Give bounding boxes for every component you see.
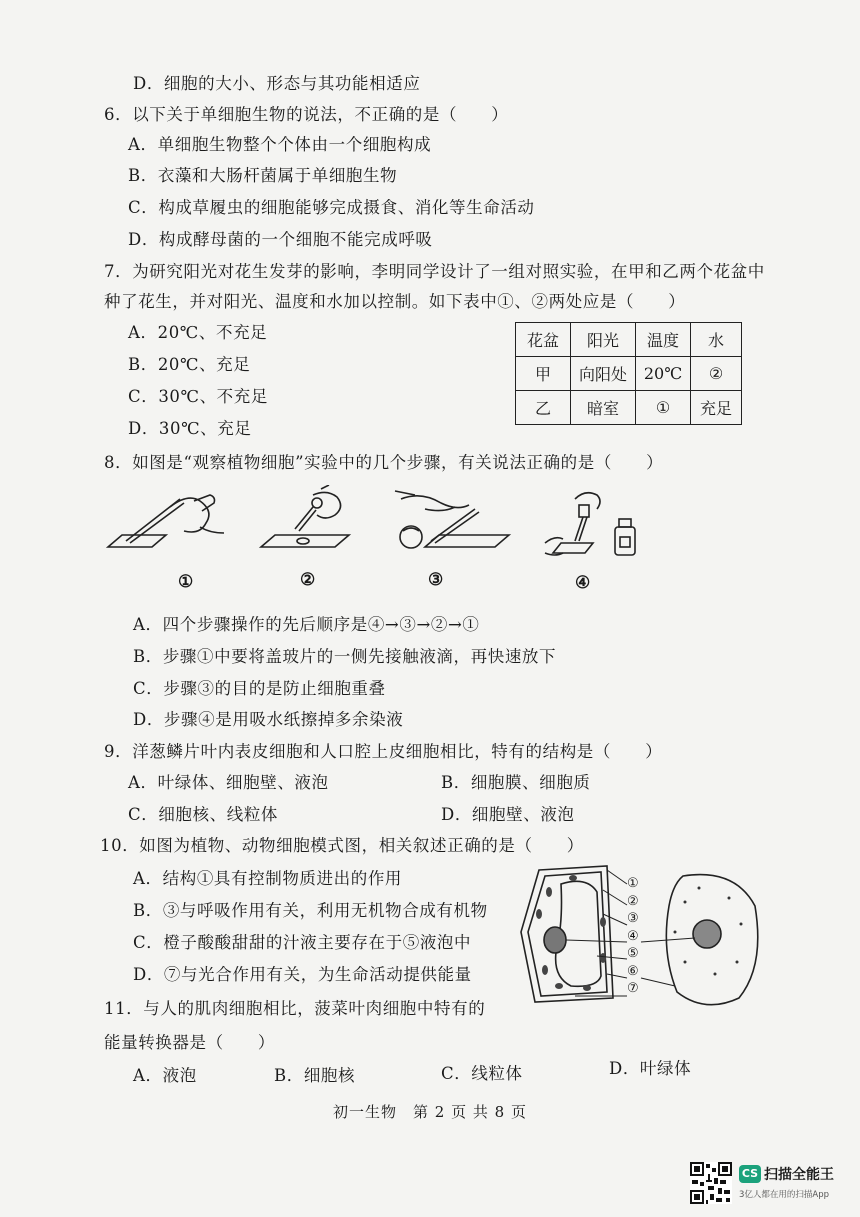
diagram-label: ①: [627, 876, 639, 891]
animal-nucleus: [693, 920, 721, 948]
table-cell: 20℃: [636, 357, 691, 391]
q7-stem-line2: 种了花生，并对阳光、温度和水加以控制。如下表中①、②两处应是（ ）: [104, 292, 686, 311]
table-cell: 充足: [691, 391, 742, 425]
diagram-label: ④: [627, 928, 639, 944]
table-cell: 阳光: [571, 323, 636, 357]
q8-stem: 8．如图是“观察植物细胞”实验中的几个步骤，有关说法正确的是（ ）: [104, 453, 664, 472]
q7-option-b: B．20℃、充足: [128, 355, 251, 374]
step-label-2: ②: [300, 570, 316, 590]
step-label-1: ①: [178, 572, 194, 592]
q9-option-d: D．细胞壁、液泡: [441, 805, 575, 824]
table-cell: ①: [636, 391, 691, 425]
q7-option-c: C．30℃、不充足: [128, 387, 268, 406]
q10-diagram-labels: [627, 875, 639, 998]
table-cell: 向阳处: [571, 357, 636, 391]
q10-option-c: C．橙子酸酸甜甜的汁液主要存在于⑤液泡中: [133, 933, 472, 952]
table-cell: 花盆: [516, 323, 571, 357]
q11-option-d: D．叶绿体: [609, 1059, 692, 1078]
q8-option-b: B．步骤①中要将盖玻片的一侧先接触液滴，再快速放下: [133, 647, 557, 666]
q9-option-b: B．细胞膜、细胞质: [441, 773, 591, 792]
step-label-4: ④: [575, 573, 591, 593]
q11-option-b: B．细胞核: [274, 1066, 356, 1085]
q9-option-c: C．细胞核、线粒体: [128, 805, 279, 824]
q6-option-a: A．单细胞生物整个个体由一个细胞构成: [128, 135, 432, 154]
qr-code-icon: [690, 1162, 732, 1204]
q7-table: [515, 322, 742, 425]
brand-tagline: 3亿人都在用的扫描App: [739, 1190, 830, 1200]
scanner-brand: [739, 1163, 834, 1184]
q10-option-b: B．③与呼吸作用有关，利用无机物合成有机物: [133, 901, 488, 920]
table-row: [516, 391, 742, 425]
diagram-label: ⑥: [627, 963, 639, 979]
q6-option-b: B．衣藻和大肠杆菌属于单细胞生物: [128, 166, 398, 185]
table-cell: 温度: [636, 323, 691, 357]
q8-step-illustrations: [100, 485, 660, 565]
step2-illustration: [261, 485, 349, 547]
table-cell: 甲: [516, 357, 571, 391]
table-header-row: [516, 323, 742, 357]
table-cell: 乙: [516, 391, 571, 425]
step1-illustration: [108, 495, 224, 547]
q6-stem: 6．以下关于单细胞生物的说法，不正确的是（ ）: [104, 105, 509, 124]
diagram-label: ③: [627, 911, 639, 926]
camscanner-logo-icon: CS: [739, 1165, 761, 1183]
step3-illustration: [395, 491, 509, 548]
q7-option-a: A．20℃、不充足: [128, 323, 268, 342]
step-label-3: ③: [428, 570, 444, 590]
diagram-label: ⑦: [627, 981, 639, 996]
q9-option-a: A．叶绿体、细胞壁、液泡: [128, 773, 329, 792]
q7-option-d: D．30℃、充足: [128, 419, 252, 438]
diagram-label: ②: [627, 893, 639, 909]
q5-option-d: D．细胞的大小、形态与其功能相适应: [133, 74, 421, 93]
q6-option-d: D．构成酵母菌的一个细胞不能完成呼吸: [128, 230, 433, 249]
plant-nucleus: [544, 927, 566, 953]
q11-option-a: A．液泡: [133, 1066, 197, 1085]
table-cell: 暗室: [571, 391, 636, 425]
table-cell: 水: [691, 323, 742, 357]
q8-option-c: C．步骤③的目的是防止细胞重叠: [133, 679, 386, 698]
q8-option-d: D．步骤④是用吸水纸擦掉多余染液: [133, 710, 404, 729]
q8-option-a: A．四个步骤操作的先后顺序是④→③→②→①: [133, 615, 480, 634]
q7-stem-line1: 7．为研究阳光对花生发芽的影响，李明同学设计了一组对照实验，在甲和乙两个花盆中: [104, 262, 765, 281]
q10-option-d: D．⑦与光合作用有关，为生命活动提供能量: [133, 965, 472, 984]
q10-stem: 10．如图为植物、动物细胞模式图，相关叙述正确的是（ ）: [100, 836, 584, 855]
table-row: [516, 357, 742, 391]
q10-cell-diagram: [515, 862, 765, 1012]
q10-option-a: A．结构①具有控制物质进出的作用: [133, 869, 403, 888]
q11-stem-line2: 能量转换器是（ ）: [104, 1033, 275, 1052]
step4-illustration: [545, 493, 635, 555]
table-cell: ②: [691, 357, 742, 391]
brand-name: 扫描全能王: [764, 1166, 834, 1183]
diagram-label: ⑤: [627, 946, 639, 961]
q11-option-c: C．线粒体: [441, 1064, 523, 1083]
q11-stem-line1: 11．与人的肌肉细胞相比，菠菜叶肉细胞中特有的: [104, 999, 486, 1018]
q6-option-c: C．构成草履虫的细胞能够完成摄食、消化等生命活动: [128, 198, 535, 217]
page-footer: 初一生物 第 2 页 共 8 页: [333, 1103, 527, 1121]
q9-stem: 9．洋葱鳞片叶内表皮细胞和人口腔上皮细胞相比，特有的结构是（ ）: [104, 742, 663, 761]
